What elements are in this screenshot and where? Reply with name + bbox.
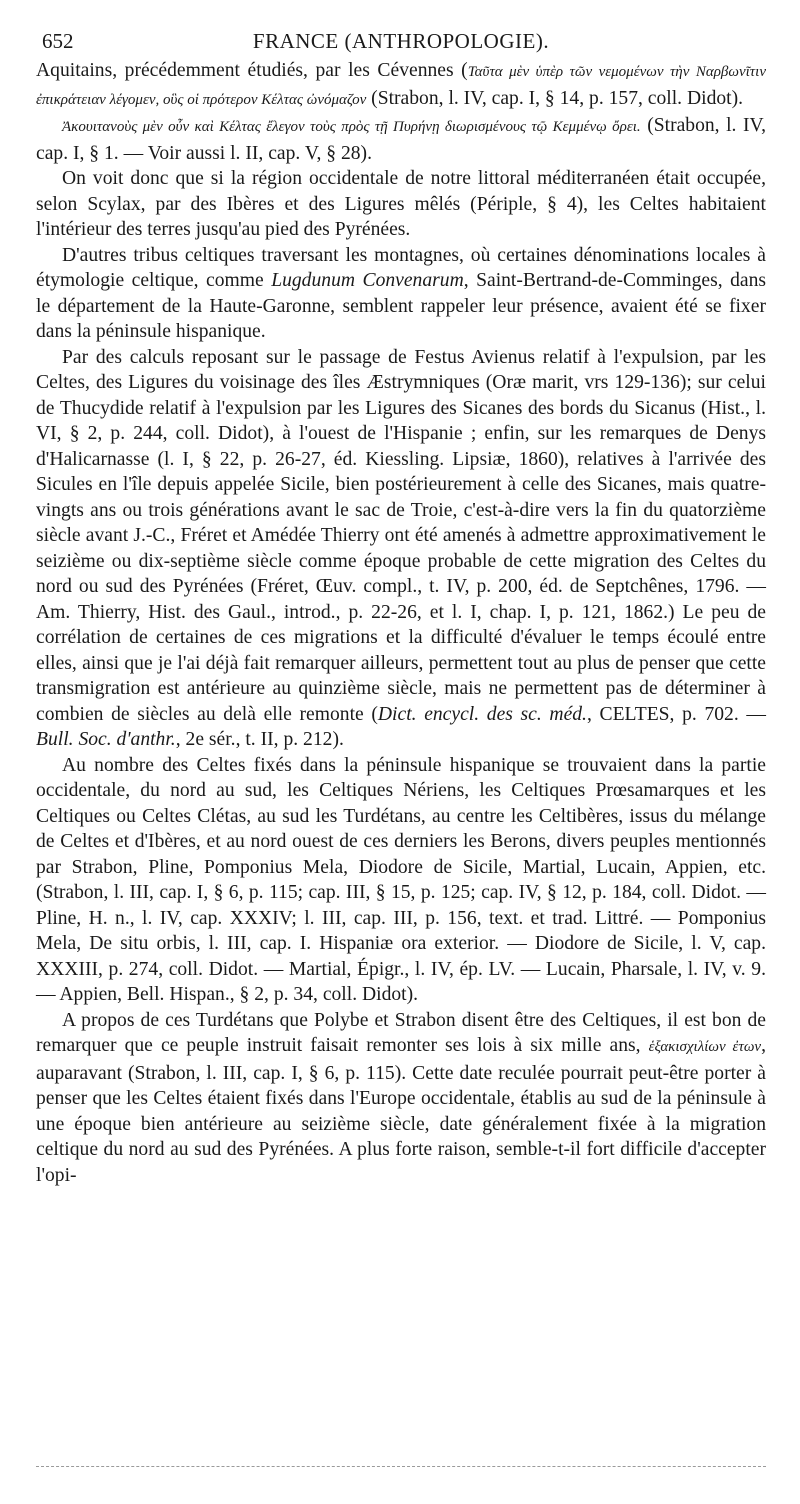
text-run: , 2e sér., t. II, p. 212). [175, 729, 344, 750]
page-header [36, 24, 766, 58]
paragraph [36, 753, 766, 1008]
text-run: D'autres tribus celtiques traversant les montagnes, où certaines dénominations locales à étymologie celtique, comme [36, 244, 766, 291]
text-run: A propos de ces Turdétans que Polybe et Strabon disent être des Celtiques, il est bon de remarquer que ce peuple instruit faisait remonter ses lois à six mille ans, [36, 1009, 766, 1056]
paragraph-greek-quote-1 [36, 58, 766, 113]
footer-rule [36, 1466, 766, 1467]
running-head: FRANCE (ANTHROPOLOGIE). [252, 29, 550, 53]
text-run: Aquitains, précédemment étudiés, par les Cévennes ( [36, 60, 468, 81]
text-run: On voit donc que si la région occidentale de notre littoral méditerranéen était occupée, selon Scylax, par des Ibères et des Ligures mêlés (Périple, § 4), les Celtes habitaient l'intérieur des terres jusqu'au pied des Pyrénées. [36, 168, 766, 240]
text-run: , auparavant (Strabon, l. III, cap. I, § 6, p. 115). Cette date reculée pourrait peut-être porter à penser que les Celtes étaient fixés dans l'Europe occidentale, établis au sud de la péninsule à une époque bien antérieure au seizième siècle, date généralement fixée à la migration celtique du nord au sud des Pyrénées. A plus forte raison, semble-t-il fort difficile d'accepter l'opi- [36, 1035, 766, 1186]
italic-reference: Bull. Soc. d'anthr. [36, 729, 176, 750]
text-run: Par des calculs reposant sur le passage de Festus Avienus relatif à l'expulsion, par les Celtes, des Ligures du voisinage des îles Æstrymniques (Oræ marit, vrs 129-136); sur celui de Thucydide relatif à l'expulsion par les Ligures des Sicanes des bords du Sicanus (Hist., l. VI, § 2, p. 244, coll. Didot), à l'ouest de l'Hispanie ; enfin, sur les remarques de Denys d'Halicarnasse (l. I, § 22, p. 26-27, éd. Kiessling. Lipsiæ, 1860), relatives à l'arrivée des Sicules en l'île depuis appelée Sicile, bien postérieurement à celle des Sicanes, mais quatre-vingts ans ou trois générations avant le sac de Troie, c'est-à-dire vers la fin du quatorzième siècle avant J.-C., Fréret et Amédée Thierry ont été amenés à admettre approximativement le seizième ou dix-septième siècle comme époque probable de cette migration des Celtes du nord ou sud des Pyrénées (Fréret, Œuv. compl., t. IV, p. 200, éd. de Septchênes, 1796. — Am. Thierry, Hist. des Gaul., introd., p. 22-26, et l. I, chap. I, p. 121, 1862.) Le peu de corrélation de certaines de ces migrations et la difficulté d'évaluer le temps écoulé entre elles, ainsi que je l'ai déjà fait remarquer ailleurs, permettent tout au plus de penser que cette transmigration est antérieure au quinzième siècle, mais ne permettent pas de déterminer à combien de siècles au delà elle remonte ( [36, 346, 766, 725]
greek-quotation: Ἀκουιτανοὺς μὲν οὖν καὶ Κέλτας ἔλεγον τοὺς πρὸς τῇ Πυρήνῃ διωρισμένους τῷ Κεμμένῳ ὄρει. [62, 119, 641, 135]
paragraph [36, 166, 766, 243]
page-number: 652 [42, 29, 74, 53]
paragraph-greek-quote-2 [36, 113, 766, 166]
text-run: (Strabon, l. IV, cap. I, § 1. — Voir aussi l. II, cap. V, § 28). [36, 115, 767, 164]
paragraph [36, 1008, 766, 1189]
greek-quotation: Ταῦτα μὲν ὑπὲρ τῶν νεμομένων τὴν Ναρβωνῖτιν ἐπικράτειαν λέγομεν, οὓς οἱ πρότερον Κέλτας ὠνόμαζον [36, 64, 766, 108]
text-run: Au nombre des Celtes fixés dans la péninsule hispanique se trouvaient dans la partie occidentale, du nord au sud, les Celtiques Nériens, les Celtiques Prœsamarques et les Celtiques ou Celtes Clétas, au sud les Turdétans, au centre les Celtibères, issus du mélange de Celtes et d'Ibères, et au nord ouest de ces derniers les Berons, divers peuples mentionnés par Strabon, Pline, Pomponius Mela, Diodore de Sicile, Martial, Lucain, Appien, etc. (Strabon, l. III, cap. I, § 6, p. 115; cap. III, § 15, p. 125; cap. IV, § 12, p. 184, coll. Didot. — Pline, H. n., l. IV, cap. XXXIV; l. III, cap. III, p. 156, text. et trad. Littré. — Pomponius Mela, De situ orbis, l. III, cap. I. Hispaniæ ora exterior. — Diodore de Sicile, l. V, cap. XXXIII, p. 274, coll. Didot. — Martial, Épigr., l. IV, ép. LV. — Lucain, Pharsale, l. IV, v. 9. — Appien, Bell. Hispan., § 2, p. 34, coll. Didot). [36, 754, 766, 1005]
text-run: , Saint-Bertrand-de-Comminges, dans le département de la Haute-Garonne, semblent rappeler leur présence, avaient été se fixer dans la péninsule hispanique. [36, 270, 766, 342]
paragraph [36, 345, 766, 753]
text-run: (Strabon, l. IV, cap. I, § 14, p. 157, coll. Didot). [366, 87, 744, 109]
greek-quotation: ἑξακισχιλίων ἐτων [648, 1039, 762, 1055]
text-run: , CELTES, p. 702. — [586, 703, 766, 725]
italic-reference: Lugdunum Convenarum [271, 270, 464, 291]
italic-reference: Dict. encycl. des sc. méd. [377, 703, 587, 725]
body-text [36, 58, 766, 1188]
document-page [36, 24, 766, 1188]
paragraph [36, 243, 766, 345]
